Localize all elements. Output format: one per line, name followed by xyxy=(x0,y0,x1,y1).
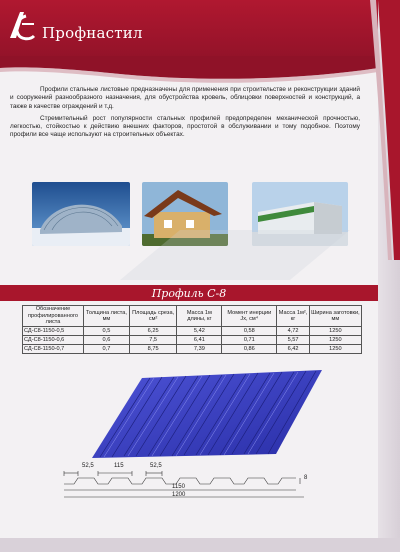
table-cell: 6,41 xyxy=(177,336,222,345)
company-logo-icon xyxy=(6,8,38,46)
dimension-label: 8 xyxy=(304,475,308,481)
table-cell: 7,39 xyxy=(177,345,222,354)
table-header-cell: Момент инерции Jx, см⁴ xyxy=(222,306,277,327)
header-wave xyxy=(0,56,378,84)
table-row xyxy=(23,345,362,354)
table-cell: 0,58 xyxy=(222,327,277,336)
table-header-cell: Масса 1м², кг xyxy=(277,306,310,327)
dimension-label: 1150 xyxy=(172,484,185,490)
table-cell: 0,86 xyxy=(222,345,277,354)
background-sheet-watermark xyxy=(120,230,350,290)
dimension-label: 115 xyxy=(114,463,124,469)
table-row xyxy=(23,336,362,345)
table-cell: 1250 xyxy=(309,345,361,354)
intro-paragraph-1: Профили стальные листовые предназначены для применения при строительстве и реконструкции зданий и сооружений разнообразного назначения, для обустройства кровель, облицовки поверхностей и конструкций, а также в качестве ограждений и т.д. xyxy=(10,86,360,110)
table-row xyxy=(23,327,362,336)
table-cell: 0,7 xyxy=(84,345,130,354)
table-cell: СД-С8-1150-0,5 xyxy=(23,327,84,336)
table-header-cell: Толщина листа, мм xyxy=(84,306,130,327)
dimension-label: 52,5 xyxy=(150,463,162,469)
table-header-row xyxy=(23,306,362,327)
arched-hangar-photo xyxy=(32,182,130,246)
table-cell: 6,25 xyxy=(129,327,176,336)
table-header-cell: Ширина заготовки, мм xyxy=(309,306,361,327)
table-cell: 5,42 xyxy=(177,327,222,336)
dimension-label: 1200 xyxy=(172,492,186,498)
table-cell: 4,72 xyxy=(277,327,310,336)
table-cell: 0,6 xyxy=(84,336,130,345)
table-cell: СД-С8-1150-0,6 xyxy=(23,336,84,345)
table-cell: 7,5 xyxy=(129,336,176,345)
intro-paragraph-2: Стремительный рост популярности стальных профилей предопределен механической прочностью, легкостью, стойкостью к действию внешних факторов, простотой в обслуживании и тому подобное. Поэтому профили все чаще используют на строительных объектах. xyxy=(10,114,360,139)
table-cell: СД-С8-1150-0,7 xyxy=(23,345,84,354)
page-edge-bottom xyxy=(0,538,400,552)
page-title: Профнастил xyxy=(42,24,143,42)
table-cell: 8,75 xyxy=(129,345,176,354)
table-header-cell: Масса 1м длины, кг xyxy=(177,306,222,327)
profile-title: Профиль С-8 xyxy=(151,287,227,300)
table-cell: 1250 xyxy=(309,336,361,345)
table-cell: 6,42 xyxy=(277,345,310,354)
intro-text xyxy=(10,86,360,144)
table-cell: 0,5 xyxy=(84,327,130,336)
corrugated-sheet-illustration xyxy=(92,368,322,468)
table-cell: 1250 xyxy=(309,327,361,336)
table-cell: 5,57 xyxy=(277,336,310,345)
profile-specs-table xyxy=(22,305,362,354)
table-header-cell: Площадь среза, см² xyxy=(129,306,176,327)
dimension-label: 52,5 xyxy=(82,463,94,469)
table-cell: 0,71 xyxy=(222,336,277,345)
table-header-cell: Обозначение профилированного листа xyxy=(23,306,84,327)
